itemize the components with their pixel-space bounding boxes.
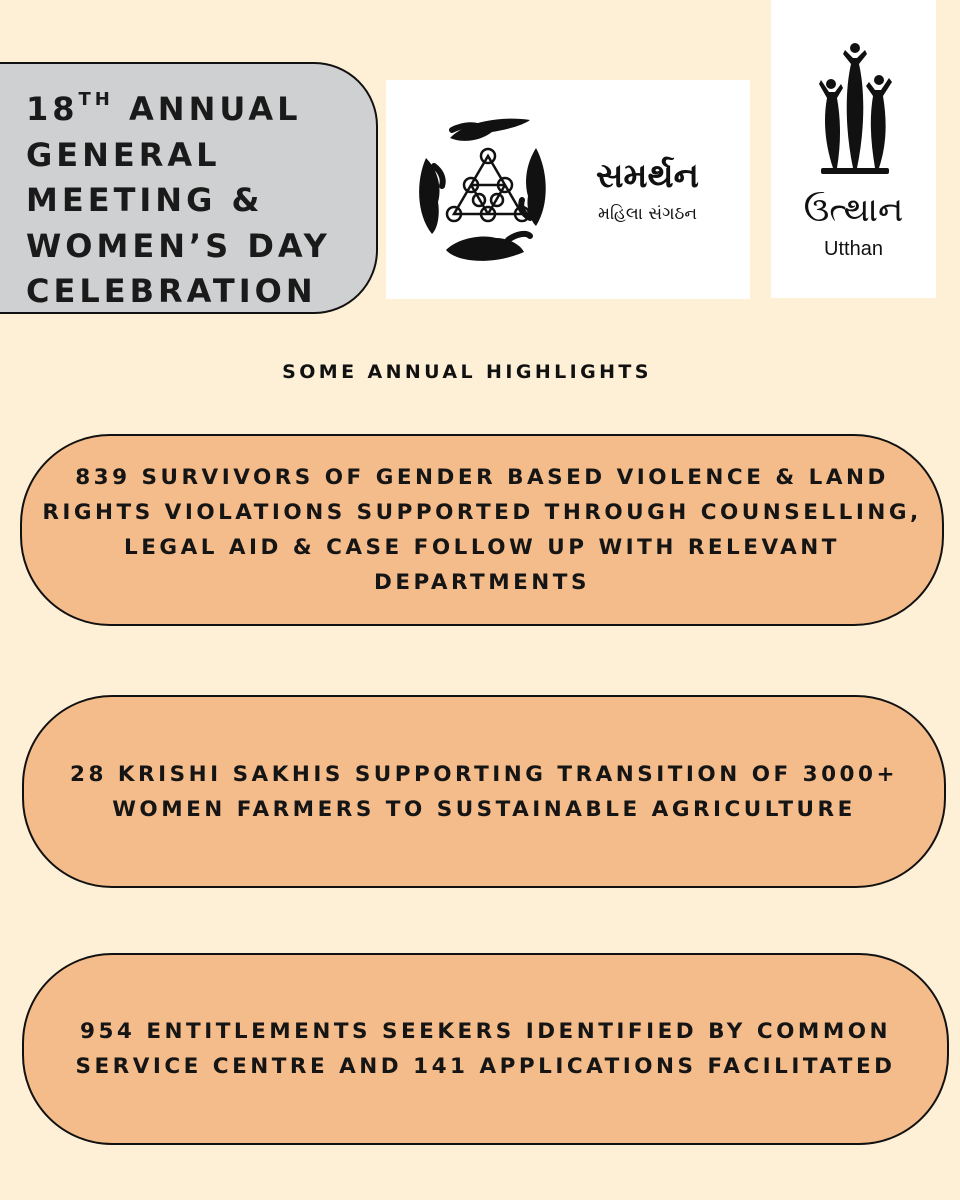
title-line-4: WOMEN’S DAY: [26, 226, 331, 265]
section-heading: SOME ANNUAL HIGHLIGHTS: [282, 361, 652, 383]
samarthan-subtitle: મહિલા સંગઠન: [598, 204, 698, 224]
title-line-1-rest: ANNUAL: [129, 90, 302, 128]
highlight-text: 954 ENTITLEMENTS SEEKERS IDENTIFIED BY COMMON SERVICE CENTRE AND 141 APPLICATIONS FACILITATED: [75, 1019, 896, 1079]
hands-triangle-icon: [412, 110, 552, 270]
highlight-text: 839 SURVIVORS OF GENDER BASED VIOLENCE & LAND RIGHTS VIOLATIONS SUPPORTED THROUGH COUNSELLING, LEGAL AID & CASE FOLLOW UP WITH RELEVANT DEPARTMENTS: [42, 465, 922, 595]
utthan-name-english: Utthan: [824, 238, 883, 260]
samarthan-logo: [386, 80, 750, 299]
title-line-1: [26, 77, 386, 133]
title-line-2: GENERAL: [26, 135, 221, 174]
title-ordinal-suffix: TH: [78, 89, 114, 110]
event-title: [26, 77, 386, 315]
title-ordinal-number: 18: [26, 90, 79, 128]
highlight-card: [20, 434, 944, 626]
highlight-card: [22, 953, 949, 1145]
highlight-card: [22, 695, 946, 888]
dancing-women-icon: [815, 40, 895, 180]
utthan-name-gujarati: ઉત્થાન: [803, 190, 904, 230]
title-line-5: CELEBRATION: [26, 272, 317, 310]
samarthan-name: સમર્થન: [596, 156, 699, 196]
title-line-3: MEETING &: [26, 181, 264, 219]
utthan-logo: [771, 0, 936, 298]
highlight-text: 28 KRISHI SAKHIS SUPPORTING TRANSITION OF 3000+ WOMEN FARMERS TO SUSTAINABLE AGRICULTURE: [69, 761, 898, 822]
